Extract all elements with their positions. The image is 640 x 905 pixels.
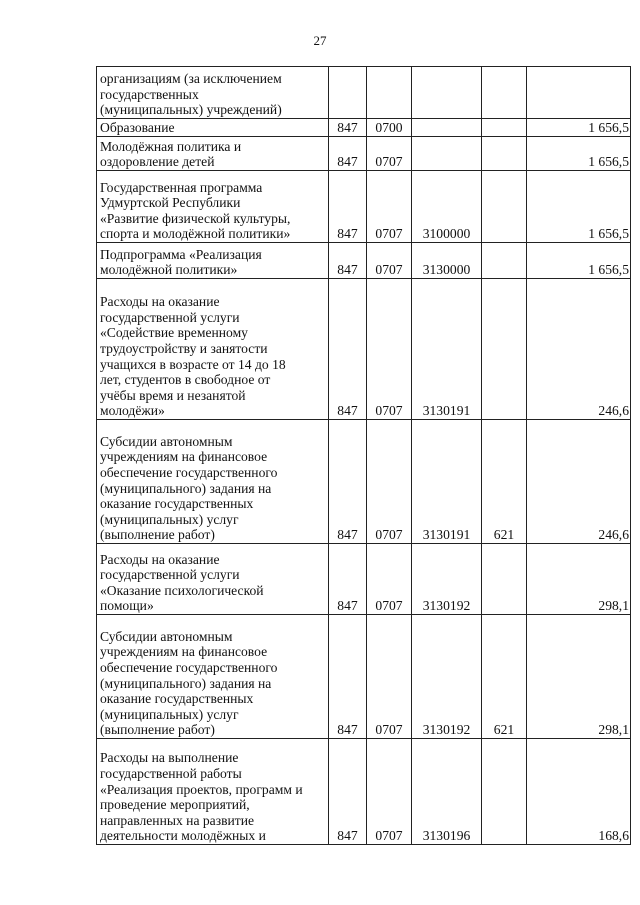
- table-row: [97, 615, 631, 739]
- row-sum: 1 656,5: [527, 171, 631, 243]
- page-number: 27: [313, 33, 327, 48]
- row-csr: [412, 119, 482, 137]
- row-name: Субсидии автономным учреждениям на финансовое обеспечение государственного (муниципального) задания на оказание государственных (муниципальных) услуг (выполнение работ): [97, 615, 329, 739]
- row-vr: [482, 171, 527, 243]
- row-csr: 3130192: [412, 615, 482, 739]
- row-vr: [482, 119, 527, 137]
- row-vr: 621: [482, 420, 527, 544]
- row-csr: [412, 67, 482, 119]
- row-rz: [367, 67, 412, 119]
- table-row: [97, 67, 631, 119]
- row-csr: [412, 137, 482, 171]
- row-name: Молодёжная политика и оздоровление детей: [97, 137, 329, 171]
- table-row: [97, 420, 631, 544]
- row-rz: 0707: [367, 544, 412, 615]
- table-row: [97, 739, 631, 845]
- table-row: [97, 137, 631, 171]
- row-sum: 1 656,5: [527, 137, 631, 171]
- table-row: [97, 171, 631, 243]
- table-row: [97, 279, 631, 420]
- table-row: [97, 243, 631, 279]
- row-ved: 847: [329, 739, 367, 845]
- row-sum: 246,6: [527, 279, 631, 420]
- row-rz: 0707: [367, 171, 412, 243]
- row-ved: 847: [329, 420, 367, 544]
- row-ved: 847: [329, 137, 367, 171]
- row-rz: 0707: [367, 739, 412, 845]
- row-vr: [482, 279, 527, 420]
- row-sum: 168,6: [527, 739, 631, 845]
- row-ved: 847: [329, 544, 367, 615]
- row-ved: 847: [329, 171, 367, 243]
- table-row: [97, 544, 631, 615]
- row-csr: 3130192: [412, 544, 482, 615]
- row-sum: 1 656,5: [527, 243, 631, 279]
- table-row: [97, 119, 631, 137]
- budget-table: [96, 66, 631, 845]
- row-name: Расходы на выполнение государственной работы «Реализация проектов, программ и проведение мероприятий, направленных на развитие деятельности молодёжных и: [97, 739, 329, 845]
- row-sum: 298,1: [527, 544, 631, 615]
- row-csr: 3130191: [412, 420, 482, 544]
- row-vr: [482, 137, 527, 171]
- row-csr: 3100000: [412, 171, 482, 243]
- row-name: организациям (за исключением государственных (муниципальных) учреждений): [97, 67, 329, 119]
- row-ved: 847: [329, 279, 367, 420]
- row-name: Подпрограмма «Реализация молодёжной политики»: [97, 243, 329, 279]
- row-vr: [482, 544, 527, 615]
- row-sum: 1 656,5: [527, 119, 631, 137]
- row-vr: [482, 67, 527, 119]
- row-vr: 621: [482, 615, 527, 739]
- row-rz: 0707: [367, 279, 412, 420]
- row-ved: 847: [329, 243, 367, 279]
- row-sum: [527, 67, 631, 119]
- row-csr: 3130196: [412, 739, 482, 845]
- row-sum: 298,1: [527, 615, 631, 739]
- row-rz: 0707: [367, 615, 412, 739]
- row-name: Государственная программа Удмуртской Республики «Развитие физической культуры, спорта и молодёжной политики»: [97, 171, 329, 243]
- row-vr: [482, 243, 527, 279]
- row-rz: 0700: [367, 119, 412, 137]
- row-rz: 0707: [367, 137, 412, 171]
- row-ved: 847: [329, 615, 367, 739]
- row-csr: 3130191: [412, 279, 482, 420]
- row-ved: 847: [329, 119, 367, 137]
- row-name: Субсидии автономным учреждениям на финансовое обеспечение государственного (муниципального) задания на оказание государственных (муниципальных) услуг (выполнение работ): [97, 420, 329, 544]
- row-ved: [329, 67, 367, 119]
- row-name: Расходы на оказание государственной услуги «Оказание психологической помощи»: [97, 544, 329, 615]
- row-rz: 0707: [367, 420, 412, 544]
- row-name: Расходы на оказание государственной услуги «Содействие временному трудоустройству и занятости учащихся в возрасте от 14 до 18 лет, студентов в свободное от учёбы время и незанятой молодёжи»: [97, 279, 329, 420]
- row-csr: 3130000: [412, 243, 482, 279]
- row-vr: [482, 739, 527, 845]
- row-sum: 246,6: [527, 420, 631, 544]
- row-name: Образование: [97, 119, 329, 137]
- row-rz: 0707: [367, 243, 412, 279]
